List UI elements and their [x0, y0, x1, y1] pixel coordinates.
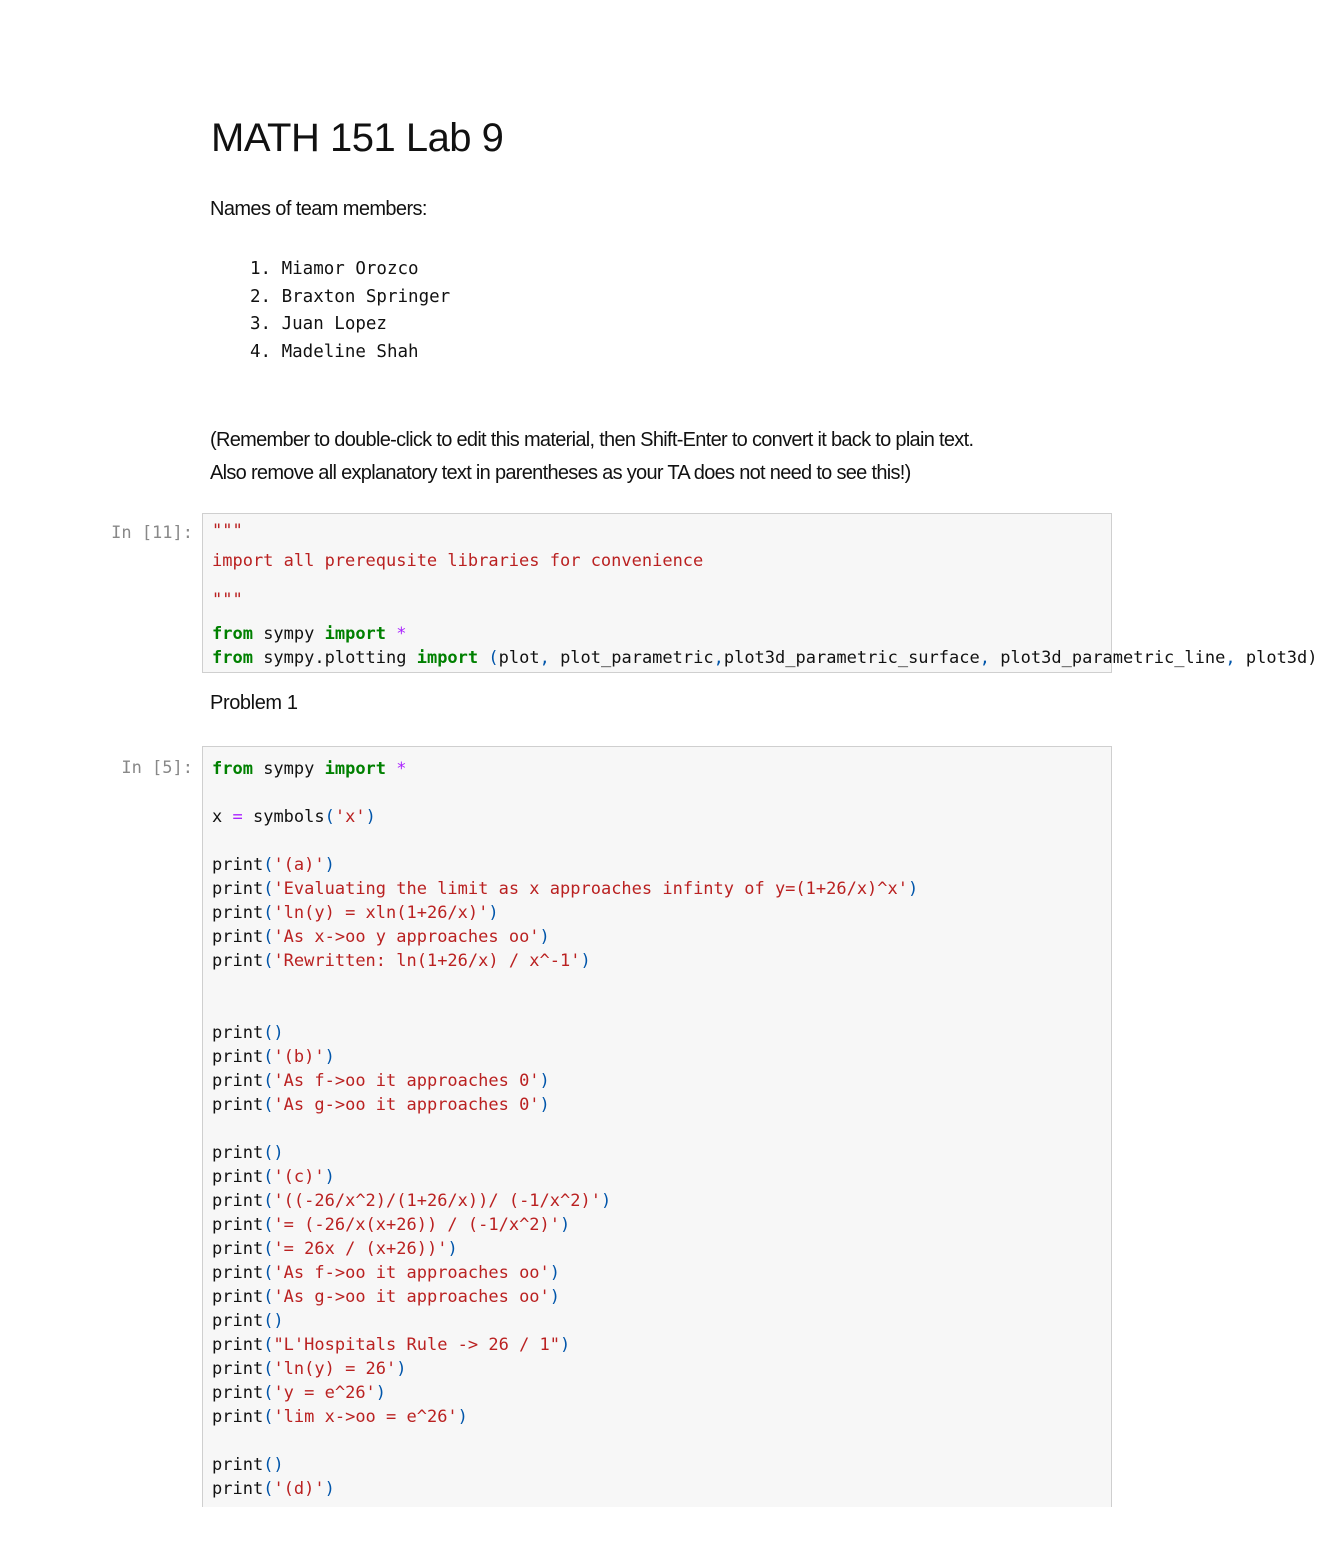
code-token: print — [212, 1263, 264, 1283]
code-token: ( — [263, 1359, 274, 1379]
code-line — [212, 1045, 1111, 1069]
code-token: ) — [324, 855, 335, 875]
code-token: 'y = e^26' — [273, 1383, 376, 1403]
code-line — [212, 518, 1111, 544]
code-token: print — [212, 1023, 264, 1043]
code-token: 'As x->oo y approaches oo' — [273, 927, 540, 947]
team-member-item: 3. Juan Lopez — [250, 314, 387, 334]
code-token: symbols — [242, 807, 325, 827]
code-token: * — [386, 759, 407, 779]
code-token: print — [212, 1311, 264, 1331]
code-token: ) — [488, 903, 499, 923]
code-token: print — [212, 1071, 264, 1091]
code-token: ) — [539, 1071, 550, 1091]
code-token: from — [212, 759, 253, 779]
code-line — [212, 1237, 1111, 1261]
code-line — [212, 1285, 1111, 1309]
code-token: () — [263, 1455, 284, 1475]
instruction-note-line: (Remember to double-click to edit this material, then Shift-Enter to convert it back to plain text. — [210, 429, 974, 451]
code-line — [212, 1429, 1111, 1453]
code-token: 'lim x->oo = e^26' — [273, 1407, 458, 1427]
code-line — [212, 853, 1111, 877]
code-token: 'ln(y) = xln(1+26/x)' — [273, 903, 489, 923]
code-token: plot3d) — [1235, 648, 1318, 668]
team-member-list — [250, 256, 450, 366]
code-token: ( — [263, 1383, 274, 1403]
code-token: ( — [263, 1479, 274, 1499]
code-line — [212, 901, 1111, 925]
code-token: ( — [263, 1407, 274, 1427]
code-token: , — [979, 648, 990, 668]
code-token: ( — [263, 1335, 274, 1355]
team-member-item: 4. Madeline Shah — [250, 341, 419, 362]
code-token: ) — [600, 1191, 612, 1211]
problem-heading: Problem 1 — [210, 692, 298, 714]
code-line — [212, 973, 1111, 997]
code-line — [212, 1141, 1111, 1165]
code-line — [212, 781, 1111, 805]
code-line — [212, 1021, 1111, 1045]
code-token: ) — [457, 1407, 468, 1427]
code-token: sympy.plotting — [252, 648, 417, 668]
code-token: print — [212, 879, 264, 899]
code-token: print — [212, 1335, 264, 1355]
code-token: ( — [263, 1167, 274, 1187]
code-token: print — [212, 1287, 264, 1307]
team-member-item: 1. Miamor Orozco — [250, 259, 419, 279]
code-token: sympy — [252, 624, 325, 644]
code-token: = — [232, 807, 243, 827]
code-token: ( — [263, 1215, 274, 1235]
code-token: '= 26x / (x+26))' — [273, 1239, 448, 1259]
code-line — [212, 1333, 1111, 1357]
code-token: """ — [212, 521, 243, 541]
code-token: ) — [580, 951, 591, 971]
code-token: """ — [212, 590, 243, 610]
code-line — [212, 925, 1111, 949]
code-line — [212, 646, 1318, 670]
code-token: ( — [263, 1287, 274, 1307]
code-token: import — [324, 624, 387, 644]
code-line — [212, 544, 1111, 578]
code-editor[interactable] — [203, 514, 1318, 670]
code-cell-imports[interactable] — [202, 513, 1318, 673]
code-token: print — [212, 903, 264, 923]
code-line — [212, 1093, 1111, 1117]
code-token: import — [416, 648, 479, 668]
code-token: ( — [324, 807, 335, 827]
code-token: ( — [263, 1095, 274, 1115]
instruction-note — [210, 424, 1110, 490]
code-line — [212, 1381, 1111, 1405]
code-token: ( — [263, 927, 274, 947]
code-line — [212, 757, 1111, 781]
code-token: ) — [375, 1383, 387, 1403]
code-token: x — [212, 807, 233, 827]
code-token: ) — [908, 879, 919, 899]
code-token: print — [212, 1215, 264, 1235]
code-token: import — [324, 759, 387, 779]
code-token: 'x' — [334, 807, 366, 827]
code-token: 'Evaluating the limit as x approaches infinty of y=(1+26/x)^x' — [273, 879, 908, 899]
code-token: 'ln(y) = 26' — [273, 1359, 397, 1379]
code-token: print — [212, 1047, 264, 1067]
code-token: ( — [263, 951, 274, 971]
code-token: '(d)' — [273, 1479, 325, 1499]
code-token: '(c)' — [273, 1167, 325, 1187]
code-token: () — [263, 1311, 284, 1331]
code-token: ) — [324, 1479, 335, 1499]
cell-input-prompt: In [11]: — [111, 523, 193, 543]
code-token: from — [212, 648, 253, 668]
code-line — [212, 829, 1111, 853]
code-token: ( — [263, 1239, 274, 1259]
code-token: ( — [263, 855, 274, 875]
instruction-note-line: Also remove all explanatory text in parentheses as your TA does not need to see this!) — [210, 462, 911, 484]
code-line — [212, 578, 1111, 622]
code-token: ) — [396, 1359, 407, 1379]
code-token: plot3d_parametric_surface — [723, 648, 980, 668]
code-token: ) — [539, 927, 550, 947]
code-token: * — [386, 624, 407, 644]
code-token: print — [212, 1143, 264, 1163]
code-token: print — [212, 1359, 264, 1379]
code-token: 'Rewritten: ln(1+26/x) / x^-1' — [273, 951, 581, 971]
code-token: plot_parametric — [549, 648, 714, 668]
code-editor[interactable] — [203, 747, 1111, 1501]
code-token: ) — [549, 1287, 561, 1307]
code-token: ( — [263, 879, 274, 899]
code-token: ) — [539, 1095, 550, 1115]
code-line — [212, 1069, 1111, 1093]
code-token: "L'Hospitals Rule -> 26 / 1" — [273, 1335, 561, 1355]
code-token: ( — [263, 1263, 274, 1283]
code-line — [212, 949, 1111, 973]
code-cell-problem-1[interactable] — [202, 746, 1112, 1507]
code-token: '= (-26/x(x+26)) / (-1/x^2)' — [273, 1215, 561, 1235]
code-line — [212, 1453, 1111, 1477]
code-token: print — [212, 1191, 264, 1211]
code-token: print — [212, 1239, 264, 1259]
code-token: ) — [324, 1167, 335, 1187]
code-line — [212, 1213, 1111, 1237]
code-token: print — [212, 855, 264, 875]
code-token: import all prerequsite libraries for convenience — [212, 551, 704, 571]
code-line — [212, 1189, 1111, 1213]
team-members-label: Names of team members: — [210, 198, 427, 220]
notebook-title: MATH 151 Lab 9 — [211, 116, 504, 160]
code-token: sympy — [252, 759, 325, 779]
code-token: print — [212, 1383, 264, 1403]
code-line — [212, 1117, 1111, 1141]
code-token: print — [212, 1479, 264, 1499]
code-line — [212, 805, 1111, 829]
code-line — [212, 877, 1111, 901]
code-token: 'As f->oo it approaches oo' — [273, 1263, 550, 1283]
code-token: ) — [447, 1239, 458, 1259]
code-token: print — [212, 1167, 264, 1187]
code-token: print — [212, 1095, 264, 1115]
code-line — [212, 1405, 1111, 1429]
code-token: print — [212, 1455, 264, 1475]
code-token: , — [713, 648, 724, 668]
cell-input-prompt: In [5]: — [121, 758, 193, 778]
code-token: print — [212, 1407, 264, 1427]
code-token: ( — [263, 1047, 274, 1067]
code-line — [212, 997, 1111, 1021]
team-member-item: 2. Braxton Springer — [250, 286, 451, 307]
code-line — [212, 1261, 1111, 1285]
code-token: '(b)' — [273, 1047, 325, 1067]
code-line — [212, 1165, 1111, 1189]
code-token: 'As f->oo it approaches 0' — [273, 1071, 540, 1091]
code-token: ) — [365, 807, 376, 827]
code-line — [212, 1477, 1111, 1501]
code-token: , — [539, 648, 550, 668]
code-token: ) — [560, 1215, 571, 1235]
code-token: 'As g->oo it approaches oo' — [273, 1287, 550, 1307]
code-token: print — [212, 927, 264, 947]
code-token: ( — [263, 1071, 274, 1091]
code-token: () — [263, 1023, 284, 1043]
code-token: '((-26/x^2)/(1+26/x))/ (-1/x^2)' — [273, 1191, 601, 1211]
code-line — [212, 1357, 1111, 1381]
code-line — [212, 1309, 1111, 1333]
code-token: plot3d_parametric_line — [989, 648, 1226, 668]
code-token: ( — [263, 903, 274, 923]
code-token: ( — [263, 1191, 274, 1211]
code-token: ) — [324, 1047, 335, 1067]
code-token: '(a)' — [273, 855, 325, 875]
code-token: ) — [560, 1335, 571, 1355]
code-token: 'As g->oo it approaches 0' — [273, 1095, 540, 1115]
code-token: ) — [549, 1263, 561, 1283]
code-token: print — [212, 951, 264, 971]
code-token: ( — [478, 648, 499, 668]
code-line — [212, 622, 1111, 646]
code-token: () — [263, 1143, 284, 1163]
code-token: from — [212, 624, 253, 644]
code-token: plot — [498, 648, 540, 668]
code-token: , — [1225, 648, 1236, 668]
